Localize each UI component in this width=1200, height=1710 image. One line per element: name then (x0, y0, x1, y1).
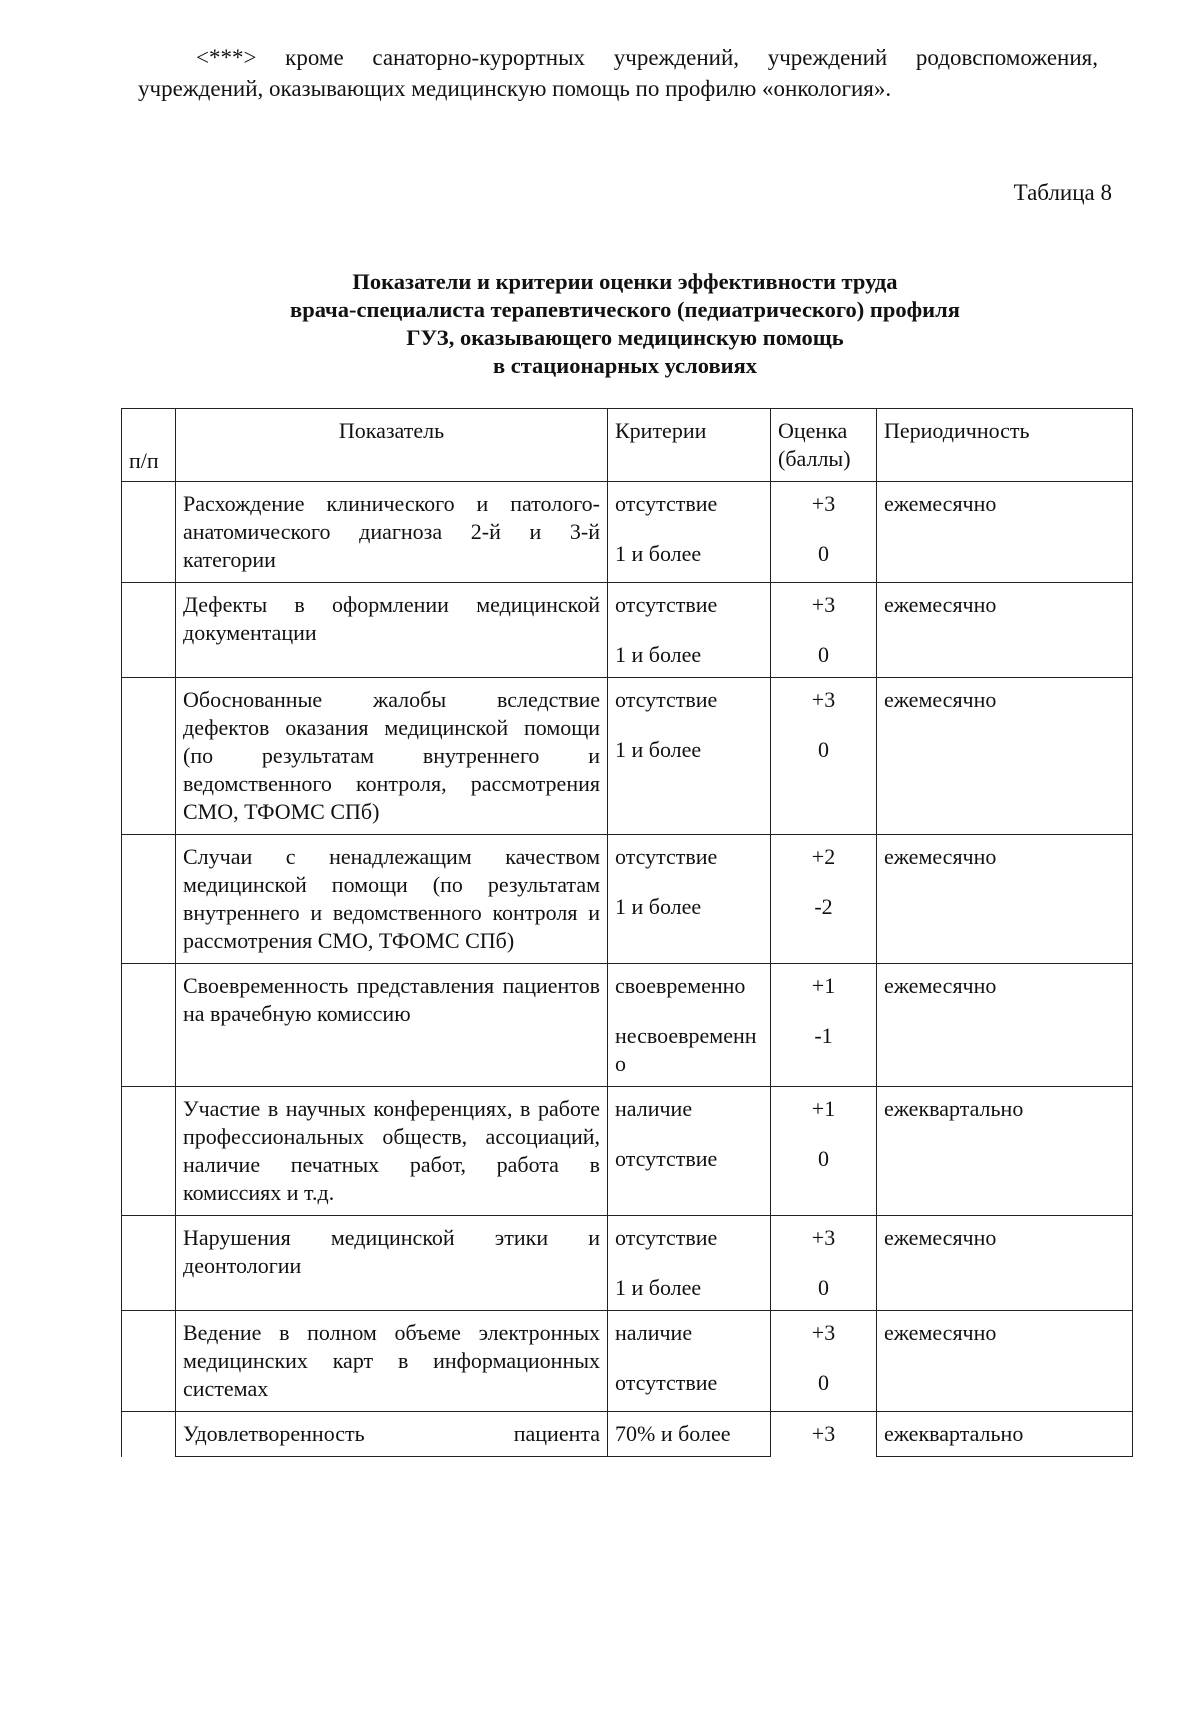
score-value: -2 (814, 894, 833, 919)
row-number-cell (122, 583, 176, 678)
indicator-cell: Ведение в полном объеме электронных медицинских карт в информационных системах (176, 1311, 608, 1412)
score-value: +3 (811, 592, 836, 617)
criterion: наличие (615, 1096, 693, 1121)
table-header-row (122, 409, 1133, 482)
title-line-1: Показатели и критерии оценки эффективности труда (352, 269, 898, 294)
periodicity-cell: ежемесячно (877, 678, 1133, 835)
table-row (122, 835, 1133, 964)
criterion: отсутствие (615, 844, 718, 869)
score-value: +2 (811, 844, 836, 869)
table-title (120, 268, 1130, 380)
table-row (122, 482, 1133, 583)
score-cell (771, 678, 877, 835)
row-number-cell (122, 964, 176, 1087)
score-value: +1 (811, 973, 836, 998)
score-value: +3 (811, 1225, 836, 1250)
table-row (122, 964, 1133, 1087)
criterion: несвоевременно (615, 1023, 757, 1076)
criterion: 1 и более (615, 894, 702, 919)
criterion: наличие (615, 1320, 693, 1345)
periodicity-cell: ежеквартально (877, 1087, 1133, 1216)
criteria-cell (608, 482, 771, 583)
row-number-cell (122, 482, 176, 583)
periodicity-cell: ежемесячно (877, 964, 1133, 1087)
footnote-line-2: учреждений, оказывающих медицинскую помощь по профилю «онкология». (138, 76, 892, 101)
score-cell (771, 835, 877, 964)
table-row (122, 1311, 1133, 1412)
criterion: 1 и более (615, 1275, 702, 1300)
footnote-line-1: <***> кроме санаторно-курортных учреждений, учреждений родовспоможения, (196, 45, 1098, 70)
row-number-cell (122, 1412, 176, 1457)
indicator-cell: Своевременность представления пациентов на врачебную комиссию (176, 964, 608, 1087)
criterion: 1 и более (615, 737, 702, 762)
criteria-cell (608, 678, 771, 835)
title-line-3: ГУЗ, оказывающего медицинскую помощь (406, 325, 844, 350)
criteria-cell (608, 964, 771, 1087)
criterion: своевременно (615, 973, 746, 998)
score-cell (771, 1087, 877, 1216)
row-number-cell (122, 678, 176, 835)
criteria-cell (608, 1412, 771, 1457)
indicator-cell: Обоснованные жалобы вследствие дефектов оказания медицинской помощи (по результатам внутреннего и ведомственного контроля, рассмотрения СМО, ТФОМС СПб) (176, 678, 608, 835)
criterion: отсутствие (615, 1225, 718, 1250)
score-value: +3 (811, 1320, 836, 1345)
criteria-table (121, 408, 1133, 1457)
title-line-4: в стационарных условиях (492, 353, 758, 378)
score-cell (771, 583, 877, 678)
criterion: 70% и более (615, 1421, 731, 1446)
table-number: Таблица 8 (1013, 180, 1112, 205)
score-value: 0 (818, 642, 829, 667)
indicator-cell: Нарушения медицинской этики и деонтологии (176, 1216, 608, 1311)
table-row (122, 583, 1133, 678)
table-row (122, 1216, 1133, 1311)
score-cell (771, 1216, 877, 1311)
criterion: 1 и более (615, 642, 702, 667)
header-periodicity: Периодичность (877, 409, 1133, 482)
criteria-cell (608, 1216, 771, 1311)
score-value: +1 (811, 1096, 836, 1121)
header-indicator: Показатель (176, 409, 608, 482)
table-row (122, 1412, 1133, 1457)
indicator-cell: Расхождение клинического и патолого-анатомического диагноза 2-й и 3-й категории (176, 482, 608, 583)
criterion: отсутствие (615, 491, 718, 516)
score-value: +3 (811, 491, 836, 516)
score-cell (771, 482, 877, 583)
score-value: 0 (818, 1146, 829, 1171)
table-row (122, 678, 1133, 835)
title-line-2: врача-специалиста терапевтического (педиатрического) профиля (290, 297, 960, 322)
criterion: 1 и более (615, 541, 702, 566)
criteria-cell (608, 583, 771, 678)
score-cell (771, 1311, 877, 1412)
header-criteria: Критерии (608, 409, 771, 482)
periodicity-cell: ежемесячно (877, 835, 1133, 964)
score-value: 0 (818, 1370, 829, 1395)
criterion: отсутствие (615, 592, 718, 617)
indicator-cell: Участие в научных конференциях, в работе профессиональных обществ, ассоциаций, наличие печатных работ, работа в комиссиях и т.д. (176, 1087, 608, 1216)
criteria-cell (608, 1087, 771, 1216)
score-value: -1 (814, 1023, 833, 1048)
score-value: 0 (818, 1275, 829, 1300)
score-cell (771, 964, 877, 1087)
indicator-cell: Случаи с ненадлежащим качеством медицинской помощи (по результатам внутреннего и ведомственного контроля и рассмотрения СМО, ТФОМС СПб) (176, 835, 608, 964)
header-num: п/п (122, 409, 176, 482)
header-score: Оценка (баллы) (771, 409, 877, 482)
criteria-cell (608, 1311, 771, 1412)
row-number-cell (122, 1311, 176, 1412)
row-number-cell (122, 835, 176, 964)
periodicity-cell: ежеквартально (877, 1412, 1133, 1457)
score-value: 0 (818, 541, 829, 566)
table-row (122, 1087, 1133, 1216)
indicator-cell: Дефекты в оформлении медицинской документации (176, 583, 608, 678)
row-number-cell (122, 1216, 176, 1311)
periodicity-cell: ежемесячно (877, 583, 1133, 678)
score-value: +3 (811, 1421, 836, 1446)
criterion: отсутствие (615, 1370, 718, 1395)
score-value: +3 (811, 687, 836, 712)
score-value: 0 (818, 737, 829, 762)
criterion: отсутствие (615, 687, 718, 712)
criterion: отсутствие (615, 1146, 718, 1171)
score-cell (771, 1412, 877, 1457)
periodicity-cell: ежемесячно (877, 1216, 1133, 1311)
row-number-cell (122, 1087, 176, 1216)
indicator-cell: Удовлетворенность пациента (176, 1412, 608, 1457)
periodicity-cell: ежемесячно (877, 1311, 1133, 1412)
periodicity-cell: ежемесячно (877, 482, 1133, 583)
criteria-cell (608, 835, 771, 964)
footnote (138, 42, 1098, 104)
